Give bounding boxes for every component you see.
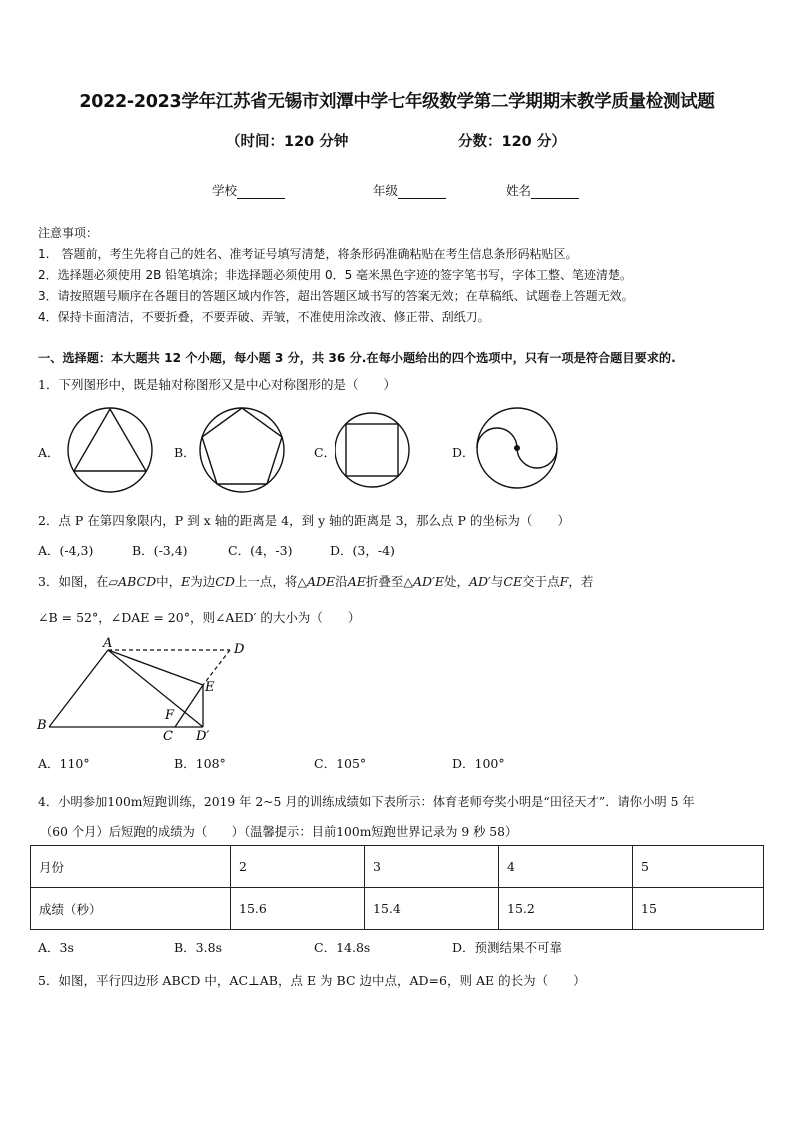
square-in-circle-icon (335, 405, 425, 495)
q4-option-c: C．14.8s (314, 940, 371, 955)
school-field (212, 181, 285, 199)
q4-option-b: B．3.8s (174, 940, 222, 955)
table-cell: 5 (633, 846, 764, 888)
note-item: 2．选择题必须使用 2B 铅笔填涂；非选择题必须使用 0．5 毫米黑色字迹的签字笔书写，字体工整、笔迹清楚。 (38, 268, 633, 282)
question-2-stem: 2．点 P 在第四象限内，P 到 x 轴的距离是 4，到 y 轴的距离是 3，那么点 P 的坐标为（ ） (38, 513, 570, 528)
q2-option-c: C．(4，-3) (228, 543, 293, 558)
pentagon-in-circle-icon (198, 405, 288, 495)
exam-time: （时间：120 分钟 (226, 134, 349, 150)
table-cell: 15.2 (499, 888, 633, 930)
table-row (31, 888, 764, 930)
question-4-line-1: 4．小明参加100m短跑训练，2019 年 2~5 月的训练成绩如下表所示：体育老师夸奖小明是“田径天才”．请你小明 5 年 (38, 795, 695, 809)
grade-field (373, 181, 446, 199)
question-3-line-2: ∠B = 52°，∠DAE = 20°，则∠AED′ 的大小为（ ） (38, 610, 361, 625)
table-cell: 15.6 (231, 888, 365, 930)
question-5-stem: 5．如图，平行四边形 ABCD 中，AC⊥AB，点 E 为 BC 边中点，AD=6，则 AE 的长为（ ） (38, 973, 586, 988)
school-label: 学校 (212, 183, 238, 198)
triangle-in-circle-icon (66, 405, 156, 495)
q3-option-d: D．100° (452, 756, 505, 771)
q3-option-a: A．110° (38, 756, 90, 771)
table-cell: 成绩（秒） (31, 888, 231, 930)
exam-score: 分数：120 分） (458, 134, 566, 150)
table-cell: 3 (365, 846, 499, 888)
label-c: C (163, 729, 173, 744)
notes-heading: 注意事项： (38, 226, 99, 240)
training-score-table (30, 845, 764, 930)
q1-option-c: C． (314, 445, 337, 460)
name-label: 姓名 (506, 183, 532, 198)
question-1-stem: 1．下列图形中，既是轴对称图形又是中心对称图形的是（ ） (38, 377, 396, 392)
school-blank (237, 185, 285, 199)
label-f: F (165, 708, 175, 723)
q3-option-c: C．105° (314, 756, 367, 771)
label-b: B (37, 718, 47, 733)
grade-label: 年级 (373, 183, 399, 198)
q2-option-b: B．(-3,4) (132, 543, 188, 558)
section-heading: 一、选择题：本大题共 12 个小题，每小题 3 分，共 36 分.在每小题给出的四个选项中，只有一项是符合题目要求的. (38, 351, 676, 365)
q1-option-a: A． (38, 445, 60, 460)
name-blank (531, 185, 579, 199)
name-field (506, 181, 579, 199)
label-d: D (234, 642, 245, 657)
label-e: E (205, 680, 215, 695)
grade-blank (398, 185, 446, 199)
note-item: 1. 答题前，考生先将自己的姓名、准考证号填写清楚，将条形码准确粘贴在考生信息条形码粘贴区。 (38, 247, 578, 261)
table-cell: 4 (499, 846, 633, 888)
q3-option-b: B．108° (174, 756, 226, 771)
label-d-prime: D′ (196, 729, 210, 744)
table-cell: 2 (231, 846, 365, 888)
table-cell: 15.4 (365, 888, 499, 930)
table-row (31, 846, 764, 888)
q4-option-d: D．预测结果不可靠 (452, 940, 563, 955)
q1-option-b: B． (174, 445, 196, 460)
table-cell: 15 (633, 888, 764, 930)
note-item: 4．保持卡面清洁，不要折叠，不要弄破、弄皱，不准使用涂改液、修正带、刮纸刀。 (38, 310, 490, 324)
q3-parallelogram-figure (30, 636, 260, 748)
page-title: 2022-2023学年江苏省无锡市刘潭中学七年级数学第二学期期末教学质量检测试题 (79, 92, 715, 112)
q2-option-a: A．(-4,3) (38, 543, 94, 558)
q1-option-d: D． (452, 445, 475, 460)
note-item: 3．请按照题号顺序在各题目的答题区域内作答，超出答题区域书写的答案无效；在草稿纸、试题卷上答题无效。 (38, 289, 634, 303)
label-a: A (103, 636, 113, 651)
question-4-line-2: （60 个月）后短跑的成绩为（ ）（温馨提示：目前100m短跑世界记录为 9 秒 58） (40, 825, 518, 839)
table-cell: 月份 (31, 846, 231, 888)
yin-yang-curve-in-circle-icon (474, 405, 564, 495)
q4-option-a: A．3s (38, 940, 74, 955)
q2-option-d: D．(3，-4) (330, 543, 395, 558)
question-3-line-1: 3．如图，在▱ABCD中，E为边CD上一点，将△ADE沿AE折叠至△AD′E处，AD′与CE交于点F，若 (38, 574, 594, 589)
